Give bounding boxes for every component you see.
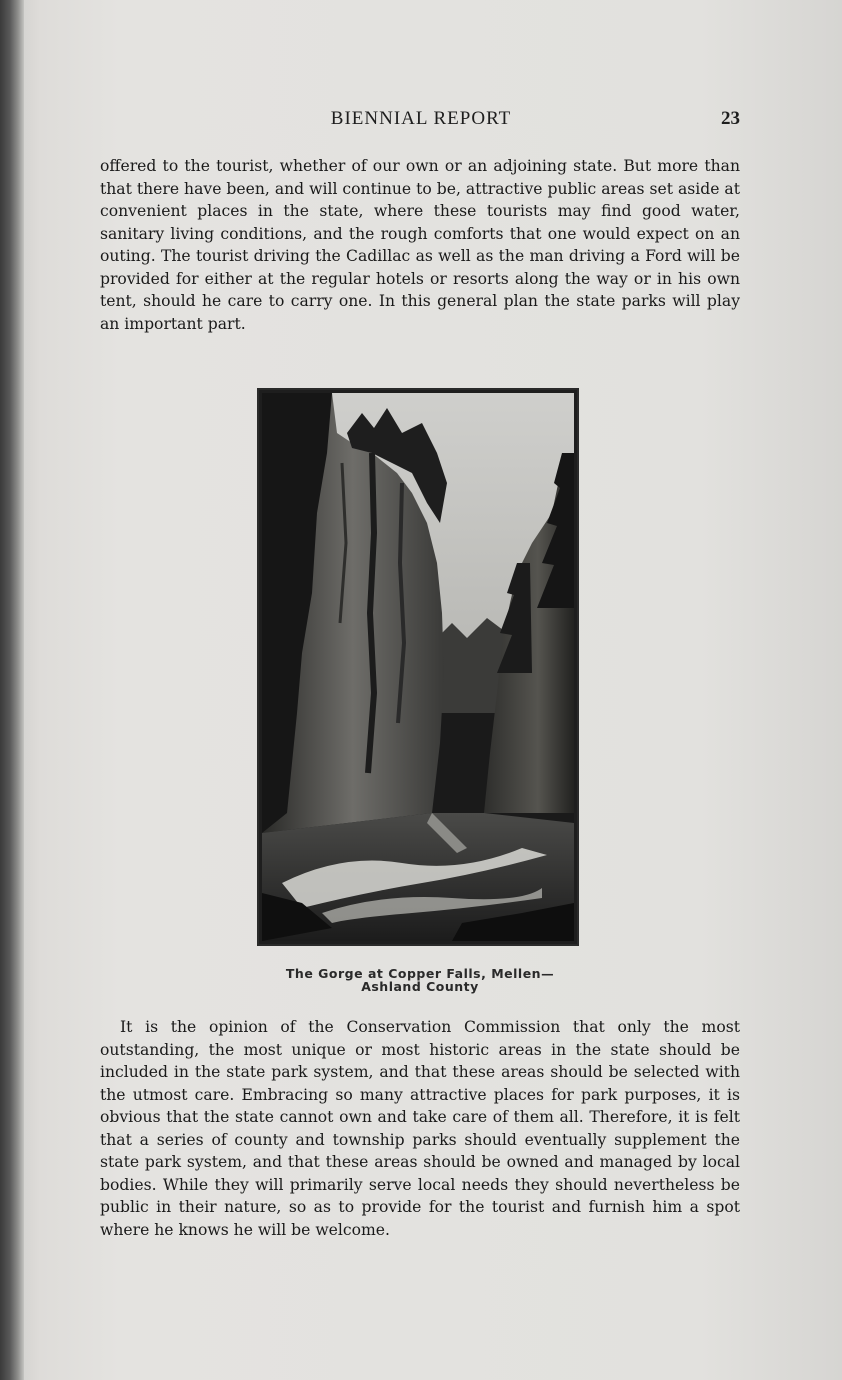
- paragraph-1: offered to the tourist, whether of our own or an adjoining state. But more than that there have been, and will continue to be, attractive public areas set aside at convenient places in the state, where these tourists may find good water, sanitary living conditions, and the rough comforts that one would expect on an outing. The tourist driving the Cadillac as well as the man driving a Ford will be provided for either at the regular hotels or resorts along the way or in his own tent, should he care to carry one. In this general plan the state parks will play an important part.: [100, 157, 740, 333]
- gorge-photograph: [257, 388, 579, 946]
- caption-line-2: Ashland County: [361, 979, 479, 994]
- page-number: 23: [721, 108, 740, 129]
- paragraph-2: It is the opinion of the Conservation Commission that only the most outstanding, the most unique or most historic areas in the state should be included in the state park system, and that these areas should be selected with the utmost care. Embracing so many attractive places for park purposes, it is obvious that the state cannot own and take care of them all. Therefore, it is felt that a series of county and township parks should eventually supplement the state park system, and that these areas should be owned and managed by local bodies. While they will primarily serve local needs they should nevertheless be public in their nature, so as to provide for the tourist and furnish him a spot where he knows he will be welcome.: [100, 1018, 740, 1239]
- running-header: BIENNIAL REPORT: [330, 108, 512, 129]
- book-binding-edge: [0, 0, 24, 1380]
- gorge-photo-image: [262, 393, 574, 941]
- caption-line-1: The Gorge at Copper Falls, Mellen—: [285, 966, 555, 981]
- figure-caption: [240, 967, 600, 993]
